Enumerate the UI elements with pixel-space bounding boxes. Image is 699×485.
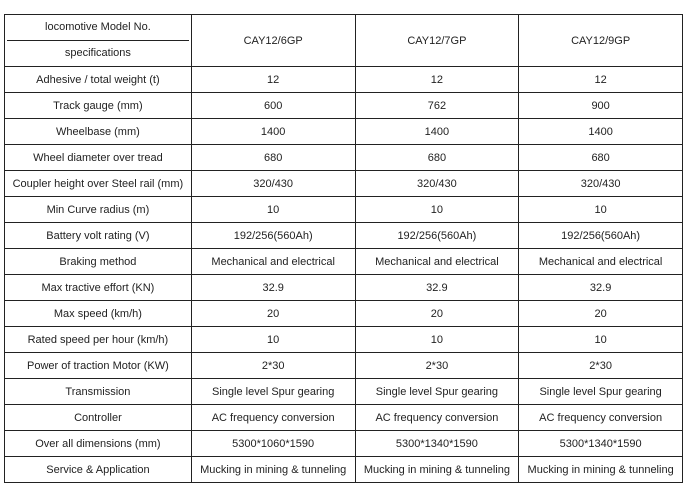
row-value-model-2: 20: [355, 301, 519, 327]
row-value-model-1: 10: [191, 327, 355, 353]
row-value-model-2: 10: [355, 327, 519, 353]
row-label: Min Curve radius (m): [5, 197, 192, 223]
row-value-model-1: 600: [191, 93, 355, 119]
row-value-model-2: 1400: [355, 119, 519, 145]
row-value-model-2: AC frequency conversion: [355, 405, 519, 431]
row-value-model-2: 2*30: [355, 353, 519, 379]
row-value-model-1: 5300*1060*1590: [191, 431, 355, 457]
row-label: Rated speed per hour (km/h): [5, 327, 192, 353]
row-label: Track gauge (mm): [5, 93, 192, 119]
row-value-model-1: 20: [191, 301, 355, 327]
header-model-1: CAY12/6GP: [191, 15, 355, 67]
header-model-2: CAY12/7GP: [355, 15, 519, 67]
table-row: [5, 353, 683, 379]
row-label: Controller: [5, 405, 192, 431]
row-value-model-1: Mechanical and electrical: [191, 249, 355, 275]
table-row: [5, 431, 683, 457]
row-value-model-3: 1400: [519, 119, 683, 145]
table-row: [5, 145, 683, 171]
table-row: [5, 457, 683, 483]
row-label: Service & Application: [5, 457, 192, 483]
table-row: [5, 301, 683, 327]
row-label: Over all dimensions (mm): [5, 431, 192, 457]
row-value-model-3: 900: [519, 93, 683, 119]
row-value-model-1: 10: [191, 197, 355, 223]
row-label: Wheelbase (mm): [5, 119, 192, 145]
row-value-model-3: 32.9: [519, 275, 683, 301]
row-label: Power of traction Motor (KW): [5, 353, 192, 379]
row-value-model-1: AC frequency conversion: [191, 405, 355, 431]
row-value-model-2: Mucking in mining & tunneling: [355, 457, 519, 483]
row-label: Coupler height over Steel rail (mm): [5, 171, 192, 197]
header-model-3: CAY12/9GP: [519, 15, 683, 67]
row-label: Max speed (km/h): [5, 301, 192, 327]
row-value-model-2: Single level Spur gearing: [355, 379, 519, 405]
table-row: [5, 197, 683, 223]
table-row: [5, 67, 683, 93]
row-value-model-3: 12: [519, 67, 683, 93]
row-value-model-1: 2*30: [191, 353, 355, 379]
row-label: Max tractive effort (KN): [5, 275, 192, 301]
table-header-row: [5, 15, 683, 67]
row-value-model-2: 192/256(560Ah): [355, 223, 519, 249]
row-value-model-3: Mechanical and electrical: [519, 249, 683, 275]
row-value-model-2: 12: [355, 67, 519, 93]
row-value-model-1: 32.9: [191, 275, 355, 301]
table-row: [5, 327, 683, 353]
row-value-model-3: Single level Spur gearing: [519, 379, 683, 405]
row-value-model-3: 10: [519, 327, 683, 353]
row-value-model-3: AC frequency conversion: [519, 405, 683, 431]
row-value-model-3: Mucking in mining & tunneling: [519, 457, 683, 483]
table-row: [5, 223, 683, 249]
header-label-specifications: specifications: [7, 40, 189, 66]
row-label: Wheel diameter over tread: [5, 145, 192, 171]
row-value-model-3: 320/430: [519, 171, 683, 197]
row-value-model-3: 10: [519, 197, 683, 223]
specifications-table-body: [5, 15, 683, 483]
row-value-model-1: Mucking in mining & tunneling: [191, 457, 355, 483]
specifications-table: [4, 14, 683, 483]
row-label: Braking method: [5, 249, 192, 275]
row-value-model-1: Single level Spur gearing: [191, 379, 355, 405]
row-label: Battery volt rating (V): [5, 223, 192, 249]
row-value-model-2: 762: [355, 93, 519, 119]
row-value-model-1: 320/430: [191, 171, 355, 197]
row-value-model-1: 12: [191, 67, 355, 93]
row-value-model-2: Mechanical and electrical: [355, 249, 519, 275]
row-value-model-1: 1400: [191, 119, 355, 145]
row-value-model-1: 680: [191, 145, 355, 171]
row-value-model-2: 5300*1340*1590: [355, 431, 519, 457]
row-value-model-2: 10: [355, 197, 519, 223]
row-value-model-2: 680: [355, 145, 519, 171]
table-row: [5, 249, 683, 275]
table-row: [5, 93, 683, 119]
row-value-model-3: 2*30: [519, 353, 683, 379]
row-value-model-3: 5300*1340*1590: [519, 431, 683, 457]
table-row: [5, 379, 683, 405]
header-label-cell: [5, 15, 192, 67]
row-value-model-2: 32.9: [355, 275, 519, 301]
row-value-model-2: 320/430: [355, 171, 519, 197]
table-row: [5, 171, 683, 197]
row-value-model-3: 680: [519, 145, 683, 171]
row-value-model-3: 192/256(560Ah): [519, 223, 683, 249]
row-label: Transmission: [5, 379, 192, 405]
header-label-model-no: locomotive Model No.: [45, 21, 151, 33]
table-row: [5, 405, 683, 431]
table-row: [5, 119, 683, 145]
row-value-model-3: 20: [519, 301, 683, 327]
row-label: Adhesive / total weight (t): [5, 67, 192, 93]
table-row: [5, 275, 683, 301]
row-value-model-1: 192/256(560Ah): [191, 223, 355, 249]
